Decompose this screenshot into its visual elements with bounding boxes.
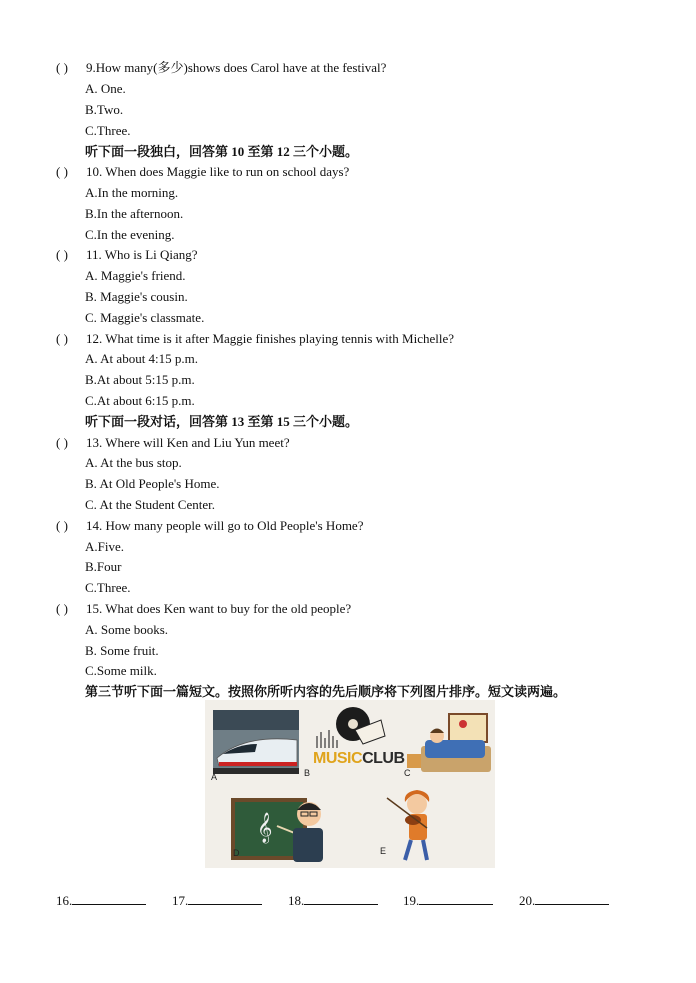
question-10 — [56, 164, 349, 180]
train-illustration — [213, 710, 299, 774]
blank-18[interactable]: 18. — [288, 892, 378, 909]
question-text: 9.How many(多少)shows does Carol have at the festival? — [86, 60, 387, 75]
question-11 — [56, 247, 198, 263]
answer-paren[interactable]: ( ) — [56, 331, 68, 346]
option-b: B.Four — [85, 559, 122, 574]
question-text: 15. What does Ken want to buy for the old people? — [86, 601, 352, 616]
music-club-logo-text: MUSICCLUB — [313, 750, 405, 767]
option-b: B.Two. — [85, 102, 124, 117]
option-c: C.Some milk. — [85, 663, 157, 678]
figure-illustrations — [205, 700, 495, 868]
picture-label-d: D — [233, 848, 240, 858]
question-text: 11. Who is Li Qiang? — [86, 247, 198, 262]
option-b: B.In the afternoon. — [85, 206, 184, 221]
option-b: B.At about 5:15 p.m. — [85, 372, 195, 387]
question-14 — [56, 518, 363, 534]
blank-line[interactable] — [188, 892, 262, 905]
answer-paren[interactable]: ( ) — [56, 164, 68, 179]
option-a: A. Maggie's friend. — [85, 268, 186, 283]
blank-line[interactable] — [72, 892, 146, 905]
picture-ordering-figure — [205, 700, 495, 868]
svg-text:𝄞: 𝄞 — [257, 813, 273, 843]
question-text: 10. When does Maggie like to run on school days? — [86, 164, 350, 179]
answer-paren[interactable]: ( ) — [56, 60, 68, 75]
option-c: C. Maggie's classmate. — [85, 310, 205, 325]
picture-label-c: C — [404, 768, 411, 778]
option-c: C.Three. — [85, 123, 131, 138]
answer-paren[interactable]: ( ) — [56, 601, 68, 616]
question-9 — [56, 60, 386, 76]
question-15 — [56, 601, 351, 617]
option-a: A.In the morning. — [85, 185, 179, 200]
section-header-monologue: 听下面一段独白，回答第 10 至第 12 三个小题。 — [85, 144, 359, 159]
blank-16[interactable]: 16. — [56, 892, 146, 909]
picture-label-e: E — [380, 846, 387, 856]
option-c: C.At about 6:15 p.m. — [85, 393, 195, 408]
option-c: C.Three. — [85, 580, 131, 595]
question-13 — [56, 435, 290, 451]
option-a: A. Some books. — [85, 622, 169, 637]
option-b: B. Maggie's cousin. — [85, 289, 188, 304]
option-b: B. Some fruit. — [85, 643, 159, 658]
question-12 — [56, 331, 454, 347]
question-text: 13. Where will Ken and Liu Yun meet? — [86, 435, 290, 450]
blank-20[interactable]: 20. — [519, 892, 609, 909]
option-c: C. At the Student Center. — [85, 497, 215, 512]
blank-line[interactable] — [535, 892, 609, 905]
option-a: A. At about 4:15 p.m. — [85, 351, 199, 366]
option-a: A.Five. — [85, 539, 124, 554]
section-header-section3: 第三节听下面一篇短文。按照你所听内容的先后顺序将下列图片排序。短文读两遍。 — [85, 684, 567, 699]
picture-label-a: A — [211, 772, 218, 782]
section-header-dialogue: 听下面一段对话，回答第 13 至第 15 三个小题。 — [85, 414, 359, 429]
option-c: C.In the evening. — [85, 227, 175, 242]
blank-17[interactable]: 17. — [172, 892, 262, 909]
answer-paren[interactable]: ( ) — [56, 518, 68, 533]
violin-girl-illustration — [387, 790, 429, 860]
teacher-illustration — [233, 800, 323, 862]
question-text: 14. How many people will go to Old People's Home? — [86, 518, 364, 533]
option-a: A. One. — [85, 81, 126, 96]
blank-line[interactable] — [304, 892, 378, 905]
music-club-illustration — [317, 707, 385, 748]
answer-paren[interactable]: ( ) — [56, 247, 68, 262]
question-text: 12. What time is it after Maggie finishes playing tennis with Michelle? — [86, 331, 455, 346]
option-b: B. At Old People's Home. — [85, 476, 220, 491]
answer-paren[interactable]: ( ) — [56, 435, 68, 450]
option-a: A. At the bus stop. — [85, 455, 182, 470]
answer-blanks — [56, 892, 636, 912]
blank-19[interactable]: 19. — [403, 892, 493, 909]
boy-in-bed-illustration — [407, 714, 491, 772]
blank-line[interactable] — [419, 892, 493, 905]
picture-label-b: B — [304, 768, 311, 778]
